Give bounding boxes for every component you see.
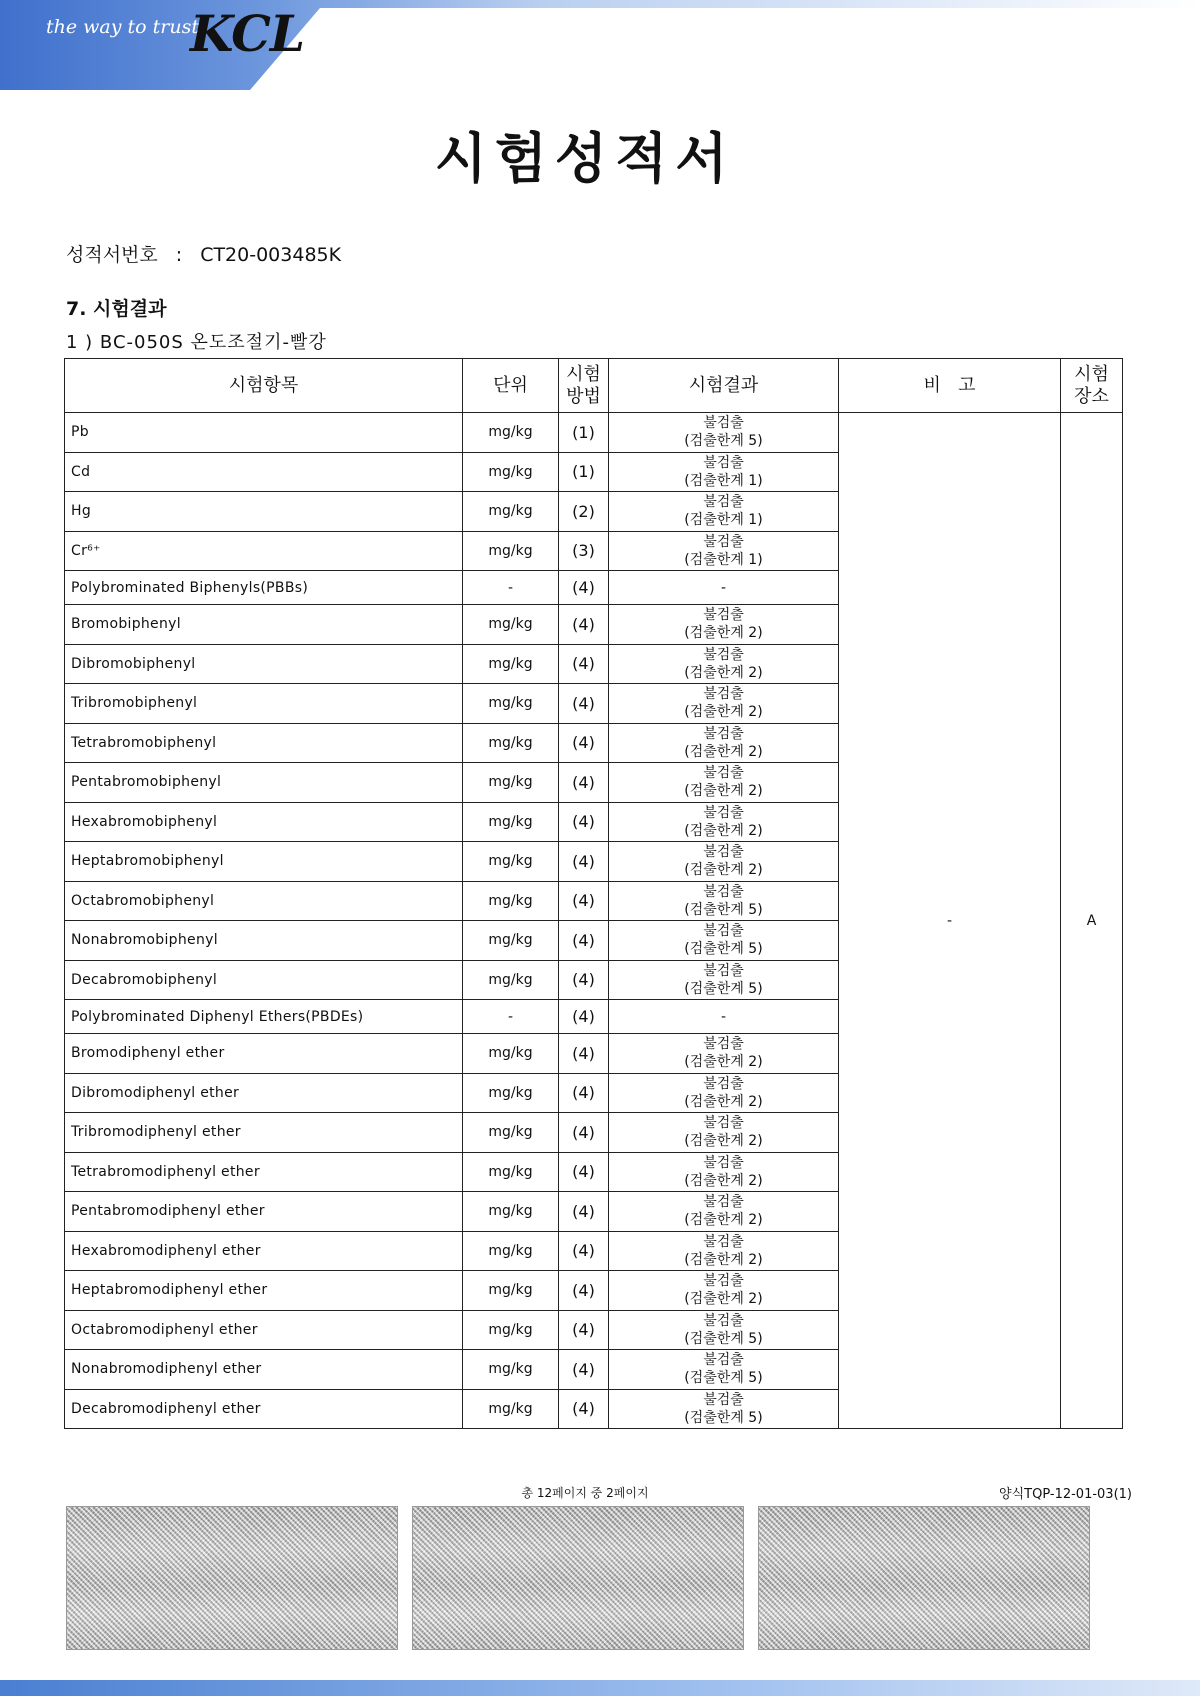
result-value: 불검출 [703,607,744,624]
result-cell [609,802,839,842]
header-banner [0,0,1200,90]
method-cell: (4) [559,1231,609,1271]
detection-limit: (검출한계 2) [684,1172,763,1189]
unit-cell: mg/kg [463,1113,559,1153]
method-cell: (4) [559,723,609,763]
security-seal [412,1506,744,1650]
method-cell: (4) [559,1350,609,1390]
unit-cell: mg/kg [463,1034,559,1074]
test-item: Cr⁶⁺ [65,531,463,571]
result-value: 불검출 [703,844,744,861]
header-place-line2: 장소 [1074,385,1109,407]
test-item: Pentabromobiphenyl [65,763,463,803]
test-item: Dibromobiphenyl [65,644,463,684]
unit-cell: mg/kg [463,605,559,645]
result-value: 불검출 [703,415,744,432]
unit-cell: mg/kg [463,763,559,803]
result-value: 불검출 [703,1273,744,1290]
test-item: Hg [65,492,463,532]
footer-bar [0,1680,1200,1696]
detection-limit: (검출한계 2) [684,1133,763,1150]
subsection-title: 1 ) BC-050S 온도조절기-빨강 [66,332,327,353]
result-cell [609,1389,839,1429]
detection-limit: (검출한계 5) [684,1330,763,1347]
test-item: Heptabromobiphenyl [65,842,463,882]
result-value: 불검출 [703,1194,744,1211]
test-item: Pentabromodiphenyl ether [65,1192,463,1232]
unit-cell: mg/kg [463,644,559,684]
unit-cell: mg/kg [463,531,559,571]
report-number-separator: : [175,244,183,266]
page-title: 시험성적서 [434,127,736,190]
unit-cell: mg/kg [463,960,559,1000]
test-item: Decabromobiphenyl [65,960,463,1000]
report-number-value: CT20-003485K [200,244,342,266]
result-value: 불검출 [703,1036,744,1053]
method-cell: (4) [559,1389,609,1429]
detection-limit: (검출한계 2) [684,1251,763,1268]
method-cell: (1) [559,452,609,492]
result-cell [609,1310,839,1350]
method-cell: (4) [559,960,609,1000]
header-place [1061,359,1123,413]
result-cell [609,531,839,571]
result-value: 불검출 [703,1312,744,1329]
detection-limit: (검출한계 2) [684,862,763,879]
result-value: - [720,1008,727,1025]
result-cell [609,763,839,803]
header-unit: 단위 [463,359,559,413]
remark-cell: - [839,413,1061,1429]
result-cell [609,492,839,532]
detection-limit: (검출한계 2) [684,704,763,721]
page-number: 총 12페이지 중 2페이지 [521,1486,649,1500]
result-value: - [720,579,727,596]
report-number-label: 성적서번호 [66,244,158,266]
detection-limit: (검출한계 2) [684,1054,763,1071]
test-item: Pb [65,413,463,453]
detection-limit: (검출한계 1) [684,472,763,489]
result-value: 불검출 [703,1075,744,1092]
method-cell: (4) [559,1192,609,1232]
unit-cell: mg/kg [463,1389,559,1429]
unit-cell: mg/kg [463,1231,559,1271]
method-cell: (4) [559,1000,609,1034]
unit-cell: mg/kg [463,802,559,842]
method-cell: (4) [559,1034,609,1074]
unit-cell: mg/kg [463,1152,559,1192]
result-cell [609,413,839,453]
result-cell [609,452,839,492]
test-item: Dibromodiphenyl ether [65,1073,463,1113]
test-item: Polybrominated Biphenyls(PBBs) [65,571,463,605]
result-cell [609,605,839,645]
result-cell [609,1152,839,1192]
result-cell [609,1034,839,1074]
method-cell: (4) [559,921,609,961]
method-cell: (4) [559,571,609,605]
result-cell [609,1073,839,1113]
detection-limit: (검출한계 5) [684,1409,763,1426]
result-cell [609,1350,839,1390]
method-cell: (4) [559,1073,609,1113]
detection-limit: (검출한계 5) [684,1370,763,1387]
security-seal [758,1506,1090,1650]
header-method-line1: 시험 [566,363,601,385]
header-slogan: the way to trust [46,16,199,38]
method-cell: (4) [559,1113,609,1153]
result-value: 불검출 [703,1115,744,1132]
result-value: 불검출 [703,686,744,703]
unit-cell: mg/kg [463,1310,559,1350]
header-method-line2: 방법 [566,385,601,407]
method-cell: (1) [559,413,609,453]
test-item: Decabromodiphenyl ether [65,1389,463,1429]
test-item: Nonabromobiphenyl [65,921,463,961]
result-cell [609,1113,839,1153]
test-item: Bromodiphenyl ether [65,1034,463,1074]
result-value: 불검출 [703,883,744,900]
test-item: Tetrabromobiphenyl [65,723,463,763]
test-place-cell: A [1061,413,1123,1429]
unit-cell: mg/kg [463,842,559,882]
result-value: 불검출 [703,765,744,782]
result-value: 불검출 [703,533,744,550]
result-value: 불검출 [703,725,744,742]
security-seal [66,1506,398,1650]
test-item: Octabromobiphenyl [65,881,463,921]
result-value: 불검출 [703,1233,744,1250]
result-cell [609,684,839,724]
unit-cell: mg/kg [463,1192,559,1232]
unit-cell: mg/kg [463,723,559,763]
method-cell: (4) [559,881,609,921]
test-item: Polybrominated Diphenyl Ethers(PBDEs) [65,1000,463,1034]
method-cell: (2) [559,492,609,532]
unit-cell: mg/kg [463,492,559,532]
detection-limit: (검출한계 2) [684,783,763,800]
test-item: Cd [65,452,463,492]
detection-limit: (검출한계 2) [684,822,763,839]
method-cell: (4) [559,802,609,842]
unit-cell: mg/kg [463,921,559,961]
result-value: 불검출 [703,1154,744,1171]
method-cell: (3) [559,531,609,571]
result-cell [609,881,839,921]
unit-cell: - [463,571,559,605]
result-value: 불검출 [703,962,744,979]
method-cell: (4) [559,763,609,803]
test-item: Hexabromodiphenyl ether [65,1231,463,1271]
result-cell [609,571,839,605]
detection-limit: (검출한계 5) [684,433,763,450]
unit-cell: mg/kg [463,1271,559,1311]
result-cell [609,842,839,882]
method-cell: (4) [559,1152,609,1192]
detection-limit: (검출한계 1) [684,512,763,529]
result-cell [609,960,839,1000]
method-cell: (4) [559,684,609,724]
result-value: 불검출 [703,923,744,940]
unit-cell: mg/kg [463,684,559,724]
result-cell [609,1271,839,1311]
result-value: 불검출 [703,1352,744,1369]
table-header-row [65,359,1123,413]
result-cell [609,1000,839,1034]
test-item: Heptabromodiphenyl ether [65,1271,463,1311]
test-item: Octabromodiphenyl ether [65,1310,463,1350]
result-cell [609,723,839,763]
header-method [559,359,609,413]
form-number: 양식TQP-12-01-03(1) [999,1487,1132,1502]
result-value: 불검출 [703,494,744,511]
unit-cell: mg/kg [463,452,559,492]
method-cell: (4) [559,842,609,882]
unit-cell: - [463,1000,559,1034]
result-cell [609,644,839,684]
header-place-line1: 시험 [1074,363,1109,385]
detection-limit: (검출한계 2) [684,625,763,642]
unit-cell: mg/kg [463,1350,559,1390]
detection-limit: (검출한계 2) [684,1291,763,1308]
detection-limit: (검출한계 5) [684,941,763,958]
test-item: Hexabromobiphenyl [65,802,463,842]
header-remark: 비 고 [839,359,1061,413]
method-cell: (4) [559,1271,609,1311]
result-cell [609,921,839,961]
detection-limit: (검출한계 5) [684,980,763,997]
test-item: Nonabromodiphenyl ether [65,1350,463,1390]
table-row [65,413,1123,453]
detection-limit: (검출한계 1) [684,551,763,568]
report-number [66,240,341,267]
header-result: 시험결과 [609,359,839,413]
method-cell: (4) [559,1310,609,1350]
detection-limit: (검출한계 5) [684,901,763,918]
results-table [64,358,1123,1429]
unit-cell: mg/kg [463,881,559,921]
header-item: 시험항목 [65,359,463,413]
result-value: 불검출 [703,646,744,663]
test-item: Tetrabromodiphenyl ether [65,1152,463,1192]
detection-limit: (검출한계 2) [684,743,763,760]
detection-limit: (검출한계 2) [684,1093,763,1110]
result-value: 불검출 [703,804,744,821]
result-value: 불검출 [703,1391,744,1408]
unit-cell: mg/kg [463,413,559,453]
test-item: Tribromodiphenyl ether [65,1113,463,1153]
detection-limit: (검출한계 2) [684,664,763,681]
section-title: 7. 시험결과 [66,298,167,320]
test-item: Bromobiphenyl [65,605,463,645]
kcl-logo: KCL [190,4,305,63]
result-cell [609,1231,839,1271]
method-cell: (4) [559,605,609,645]
unit-cell: mg/kg [463,1073,559,1113]
method-cell: (4) [559,644,609,684]
result-cell [609,1192,839,1232]
test-item: Tribromobiphenyl [65,684,463,724]
detection-limit: (검출한계 2) [684,1212,763,1229]
result-value: 불검출 [703,454,744,471]
